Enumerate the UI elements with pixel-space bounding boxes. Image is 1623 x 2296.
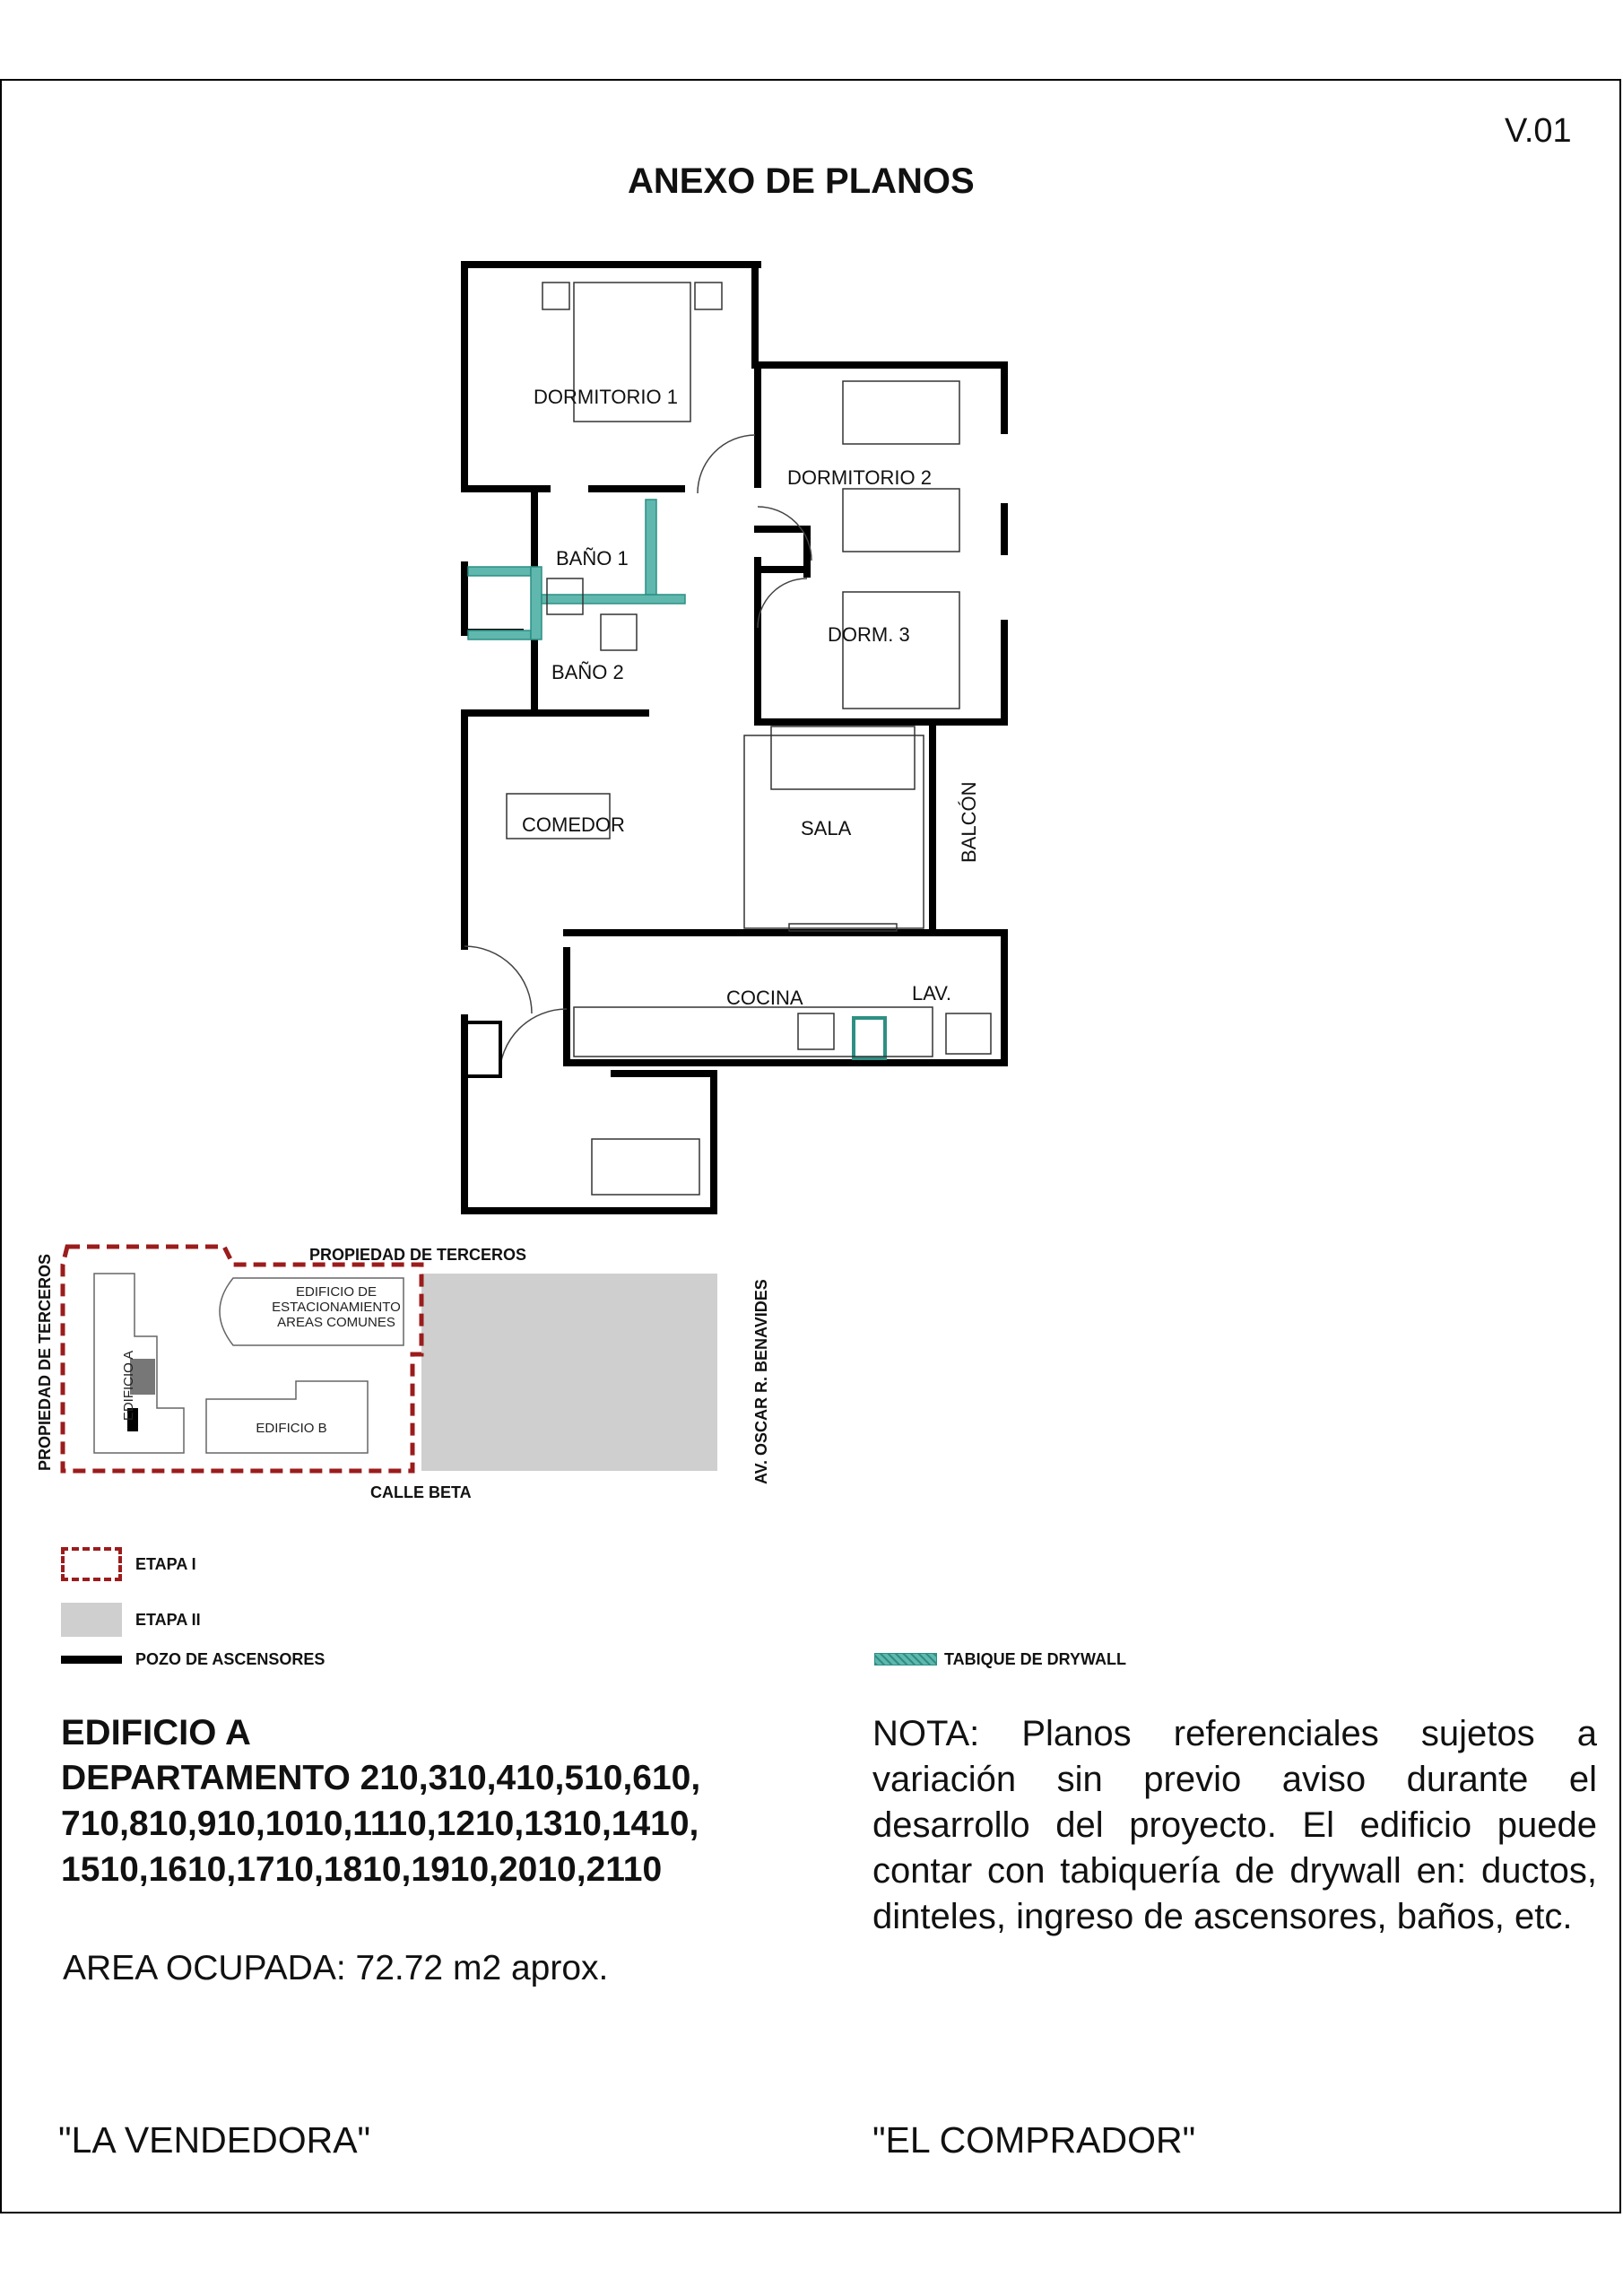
label-kitchen: COCINA [726,987,803,1009]
legend-shaft-swatch [61,1656,122,1664]
label-laundry: LAV. [912,982,952,1004]
building-name: EDIFICIO A [61,1713,251,1752]
label-bedroom2: DORMITORIO 2 [787,466,932,489]
label-bath2: BAÑO 2 [551,661,624,683]
legend-stage1-swatch [61,1547,122,1581]
kitchen-counter [574,1007,933,1057]
label-east: AV. OSCAR R. BENAVIDES [752,1279,770,1484]
legend-stage1-label: ETAPA I [135,1555,196,1573]
entry-cabinet [592,1139,699,1195]
toilet-2 [601,614,637,650]
occupied-area: AREA OCUPADA: 72.72 m2 aprox. [63,1949,609,1987]
label-living: SALA [801,817,852,839]
label-west: PROPIEDAD DE TERCEROS [36,1253,54,1471]
building-b-outline [206,1381,368,1453]
disclaimer-note: NOTA: Planos referenciales sujetos a variación sin previo aviso durante el desarrollo del proyecto. El edificio puede contar con tabiquería de drywall en: ductos, dinteles, ingreso de ascensores, baños, etc. [872,1714,1597,1936]
legend-drywall-swatch [874,1653,937,1665]
document-title: ANEXO DE PLANOS [628,161,975,201]
floor-plan [448,256,1022,1224]
label-parking-2: ESTACIONAMIENTO [272,1300,401,1315]
label-bath1: BAÑO 1 [556,547,629,570]
stage2-area [421,1274,717,1471]
label-building-b: EDIFICIO B [256,1421,327,1436]
kitchen-sink [798,1013,834,1049]
site-plan [27,1229,780,1507]
seller-signature-label: "LA VENDEDORA" [58,2119,371,2161]
legend-stage2-swatch [61,1603,122,1637]
door-arc-entry [464,946,532,1013]
label-bedroom1: DORMITORIO 1 [534,386,678,408]
label-building-a: EDIFICIO A [121,1350,136,1422]
washer [946,1013,991,1054]
drywall-partitions [468,500,885,1058]
door-arc-bed3 [758,578,807,628]
label-north: PROPIEDAD DE TERCEROS [309,1246,527,1264]
wall-bedrooms [755,265,1004,722]
label-parking-3: AREAS COMUNES [277,1315,395,1330]
legend-stage2-label: ETAPA II [135,1611,201,1629]
bed-3 [843,592,959,709]
legend-shaft-label: POZO DE ASCENSORES [135,1650,325,1668]
units-line-2: 710,810,910,1010,1110,1210,1310,1410, [61,1805,699,1843]
units-line-3: 1510,1610,1710,1810,1910,2010,2110 [61,1850,663,1889]
door-arc-service [499,1009,567,1076]
bed-2 [843,381,959,444]
version-label: V.01 [1505,112,1572,150]
shaft-box [466,1022,500,1076]
buyer-signature-label: "EL COMPRADOR" [872,2119,1196,2161]
label-south: CALLE BETA [370,1483,472,1501]
label-balcony: BALCÓN [958,781,980,863]
label-parking-1: EDIFICIO DE [295,1284,378,1300]
units-line-1: DEPARTAMENTO 210,310,410,510,610, [61,1759,701,1797]
label-dining: COMEDOR [522,813,625,836]
label-bedroom3: DORM. 3 [828,623,910,646]
legend-drywall-label: TABIQUE DE DRYWALL [944,1650,1126,1668]
door-arc-bed1 [698,435,755,493]
